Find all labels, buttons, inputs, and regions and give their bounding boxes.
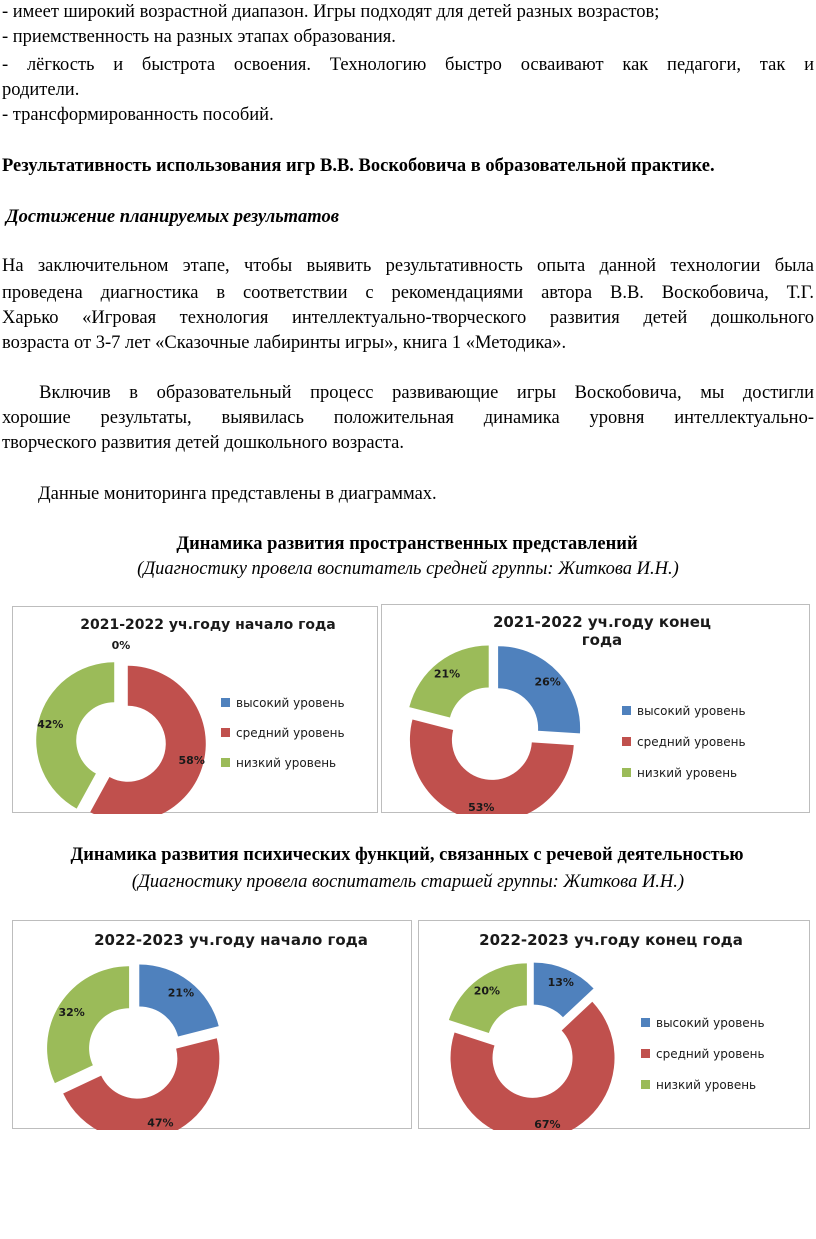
- data-label: 21%: [433, 667, 461, 681]
- chart-section-note: (Диагностику провела воспитатель старшей группы: Житкова И.Н.): [131, 872, 685, 892]
- legend-label: средний уровень: [637, 735, 746, 749]
- donut-slice: [139, 964, 218, 1036]
- data-label: 47%: [147, 1116, 174, 1130]
- paragraph-line: творческого развития детей дошкольного возраста.: [2, 433, 404, 453]
- donut-slice: [409, 645, 488, 717]
- legend-swatch: [221, 758, 230, 767]
- data-label: 58%: [178, 754, 205, 768]
- legend-label: высокий уровень: [656, 1016, 765, 1030]
- donut-chart: [13, 607, 379, 814]
- legend-swatch: [641, 1049, 650, 1058]
- legend-swatch: [221, 698, 230, 707]
- paragraph-line: проведена диагностика в соответствии с рекомендациями автора В.В. Воскобовича, Т.Г.: [2, 283, 814, 303]
- donut-chart: [13, 921, 413, 1130]
- legend-swatch: [622, 737, 631, 746]
- legend-label: низкий уровень: [236, 756, 337, 770]
- donut-slice: [410, 720, 574, 814]
- list-item: - лёгкость и быстрота освоения. Технологию быстро осваивают как педагоги, так и: [2, 55, 814, 75]
- chart-1: [12, 606, 378, 813]
- legend-swatch: [622, 768, 631, 777]
- legend-swatch: [221, 728, 230, 737]
- paragraph-line: возраста от 3-7 лет «Сказочные лабиринты игры», книга 1 «Методика».: [2, 333, 567, 353]
- donut-chart: [382, 605, 811, 814]
- data-label: 21%: [167, 986, 195, 1000]
- paragraph-line: хорошие результаты, выявилась положительная динамика уровня интеллектуально-: [2, 408, 814, 428]
- chart-title: 2022-2023 уч.году начало года: [94, 931, 368, 949]
- data-label: 20%: [473, 984, 501, 998]
- legend-label: средний уровень: [656, 1047, 765, 1061]
- legend-label: высокий уровень: [236, 696, 345, 710]
- data-label: 53%: [468, 801, 495, 814]
- legend-label: низкий уровень: [637, 766, 738, 780]
- chart-title: 2021-2022 уч.году начало года: [80, 617, 336, 633]
- legend-label: высокий уровень: [637, 704, 746, 718]
- chart-section-title: Динамика развития пространственных представлений: [176, 534, 638, 554]
- data-label: 42%: [37, 717, 64, 731]
- section-heading: Результативность использования игр В.В. Воскобовича в образовательной практике.: [2, 156, 715, 176]
- paragraph-line: Данные мониторинга представлены в диаграммах.: [38, 484, 437, 504]
- data-label: 32%: [58, 1005, 85, 1019]
- legend-label: низкий уровень: [656, 1078, 757, 1092]
- legend-swatch: [641, 1080, 650, 1089]
- legend-swatch: [622, 706, 631, 715]
- chart-4: [418, 920, 810, 1129]
- list-item: - имеет широкий возрастной диапазон. Игры подходят для детей разных возрастов;: [2, 2, 660, 22]
- list-item-continuation: родители.: [2, 80, 80, 100]
- chart-2: [381, 604, 810, 813]
- data-label: 26%: [534, 675, 561, 689]
- data-label: 13%: [547, 976, 574, 990]
- data-label: 67%: [534, 1118, 561, 1130]
- chart-section-note: (Диагностику провела воспитатель средней группы: Житкова И.Н.): [137, 559, 679, 579]
- chart-title: 2022-2023 уч.году конец года: [479, 931, 743, 949]
- legend-label: средний уровень: [236, 726, 345, 740]
- paragraph-line: На заключительном этапе, чтобы выявить результативность опыта данной технологии была: [2, 256, 814, 276]
- list-item: - приемственность на разных этапах образования.: [2, 27, 396, 47]
- list-item: - трансформированность пособий.: [2, 105, 274, 125]
- donut-chart: [419, 921, 811, 1130]
- chart-title: 2021-2022 уч.году конец года: [492, 613, 712, 649]
- data-label: 0%: [111, 639, 131, 652]
- donut-slice: [36, 662, 114, 808]
- chart-section-title: Динамика развития психических функций, связанных с речевой деятельностью: [70, 845, 744, 865]
- subheading: Достижение планируемых результатов: [6, 207, 339, 227]
- paragraph-line: Включив в образовательный процесс развивающие игры Воскобовича, мы достигли: [2, 383, 814, 403]
- legend-swatch: [641, 1018, 650, 1027]
- chart-3: [12, 920, 412, 1129]
- donut-slice: [47, 966, 129, 1083]
- donut-slice: [449, 963, 527, 1033]
- donut-slice: [498, 646, 580, 733]
- paragraph-line: Харько «Игровая технология интеллектуально-творческого развития детей дошкольного: [2, 308, 814, 328]
